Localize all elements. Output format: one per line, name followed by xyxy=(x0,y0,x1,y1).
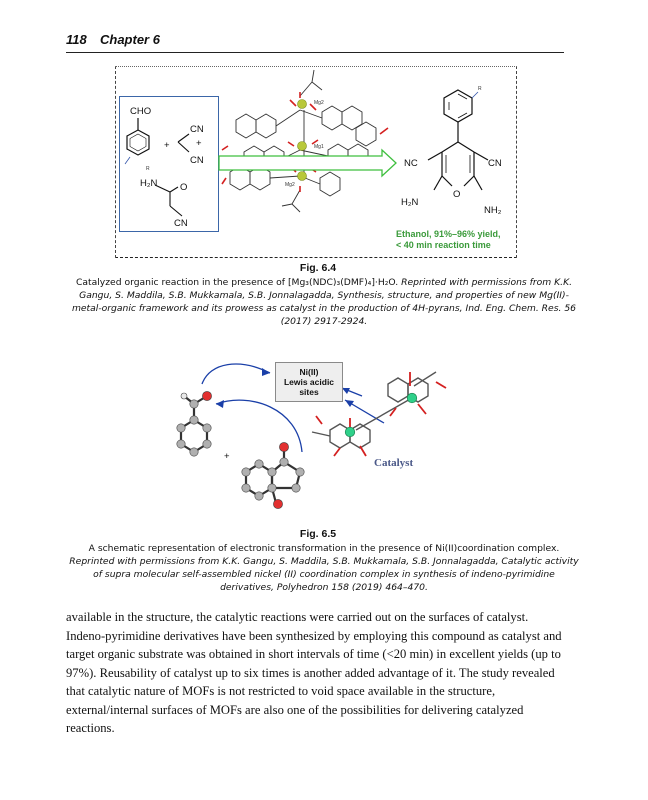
substituent-r-left: R xyxy=(146,166,150,172)
fig65-plus-sign: + xyxy=(224,451,230,462)
product-o-label: O xyxy=(453,189,461,200)
product-cn-label: CN xyxy=(488,158,502,169)
body-paragraph: available in the structure, the catalytic reactions were carried out on the surfaces of catalyst. Indeno-pyrimidine derivatives have been synthesized by employing this compound as catalyst and target organic substrate was obtained in short intervals of time (<20 min) in excellent yields (up to 97%). Reusability of catalyst up to six times is another added advantage of it. The study revealed that catalytic nature of MOFs is not restricted to void space available in the structure, external/internal surfaces of MOFs are also one of the possibilities for delivering catalyzed reactions. xyxy=(66,610,562,735)
malononitrile-cn-bottom: CN xyxy=(190,155,204,166)
lewis-line-3: sites xyxy=(299,387,319,397)
figure-6-4-caption-text: Catalyzed organic reaction in the presence of [Mg₃(NDC)₃(DMF)₄]·H₂O. xyxy=(75,277,399,288)
catalyst-label: Catalyst xyxy=(374,457,414,469)
figure-6-4-label: Fig. 6.4 xyxy=(299,262,337,274)
page-number: 118 xyxy=(66,32,87,47)
substituent-r-right: R xyxy=(478,86,482,92)
cyanoacetamide-o: O xyxy=(180,182,188,193)
product-nh2-label: NH₂ xyxy=(484,205,502,216)
figure-6-5-caption-text: A schematic representation of electronic transformation in the presence of Ni(II)coordination complex. xyxy=(88,543,560,554)
ni-center-top xyxy=(407,393,417,403)
lewis-acidic-sites-box xyxy=(275,362,343,402)
chapter-title: Chapter 6 xyxy=(100,32,160,47)
aldehyde-atoms xyxy=(177,391,212,456)
ni-center-bottom xyxy=(345,427,355,437)
indanedione-atoms xyxy=(242,442,304,508)
mg2-bottom-label: Mg2 xyxy=(285,182,295,188)
malononitrile-cn-top: CN xyxy=(190,124,204,135)
figure-6-5-caption xyxy=(66,542,582,594)
conditions-line-1: Ethanol, 91%–96% yield, xyxy=(396,229,501,239)
lewis-line-1: Ni(II) xyxy=(299,367,319,377)
aldehyde-cho-label: CHO xyxy=(130,106,152,117)
conditions-line-2: < 40 min reaction time xyxy=(396,240,491,250)
figure-6-5-caption-citation: Reprinted with permissions from K.K. Gangu, S. Maddila, S.B. Mukkamala, S.B. Jonnalagadda, Catalytic activity of supra molecular self-assembled nickel (II) coordination complex in synthesis of indeno-pyrimidine derivatives, Polyhedron 158 (2019) 464–470. xyxy=(69,556,579,593)
product-nc-label: NC xyxy=(404,158,418,169)
lewis-line-2: Lewis acidic xyxy=(283,377,335,387)
plus-sign-1: + xyxy=(164,140,170,151)
plus-sign-2: + xyxy=(196,138,202,149)
figure-6-4-caption-citation: Reprinted with permissions from K.K. Gangu, S. Maddila, S.B. Mukkamala, S.B. Jonnalagadda, Synthesis, structure, and properties of new Mg(II)-metal-organic framework and its prowess as catalyst in the production of 4H-pyrans, Ind. Eng. Chem. Res. 56 (2017) 2917-2924. xyxy=(71,277,577,327)
figure-6-5-label: Fig. 6.5 xyxy=(299,528,337,540)
product-h2n-label: H₂N xyxy=(401,197,419,208)
mg2-top-label: Mg2 xyxy=(314,100,324,106)
mg1-label: Mg1 xyxy=(314,144,324,150)
cyanoacetamide-h2n: H₂N xyxy=(140,178,158,189)
cyanoacetamide-cn: CN xyxy=(174,218,188,229)
